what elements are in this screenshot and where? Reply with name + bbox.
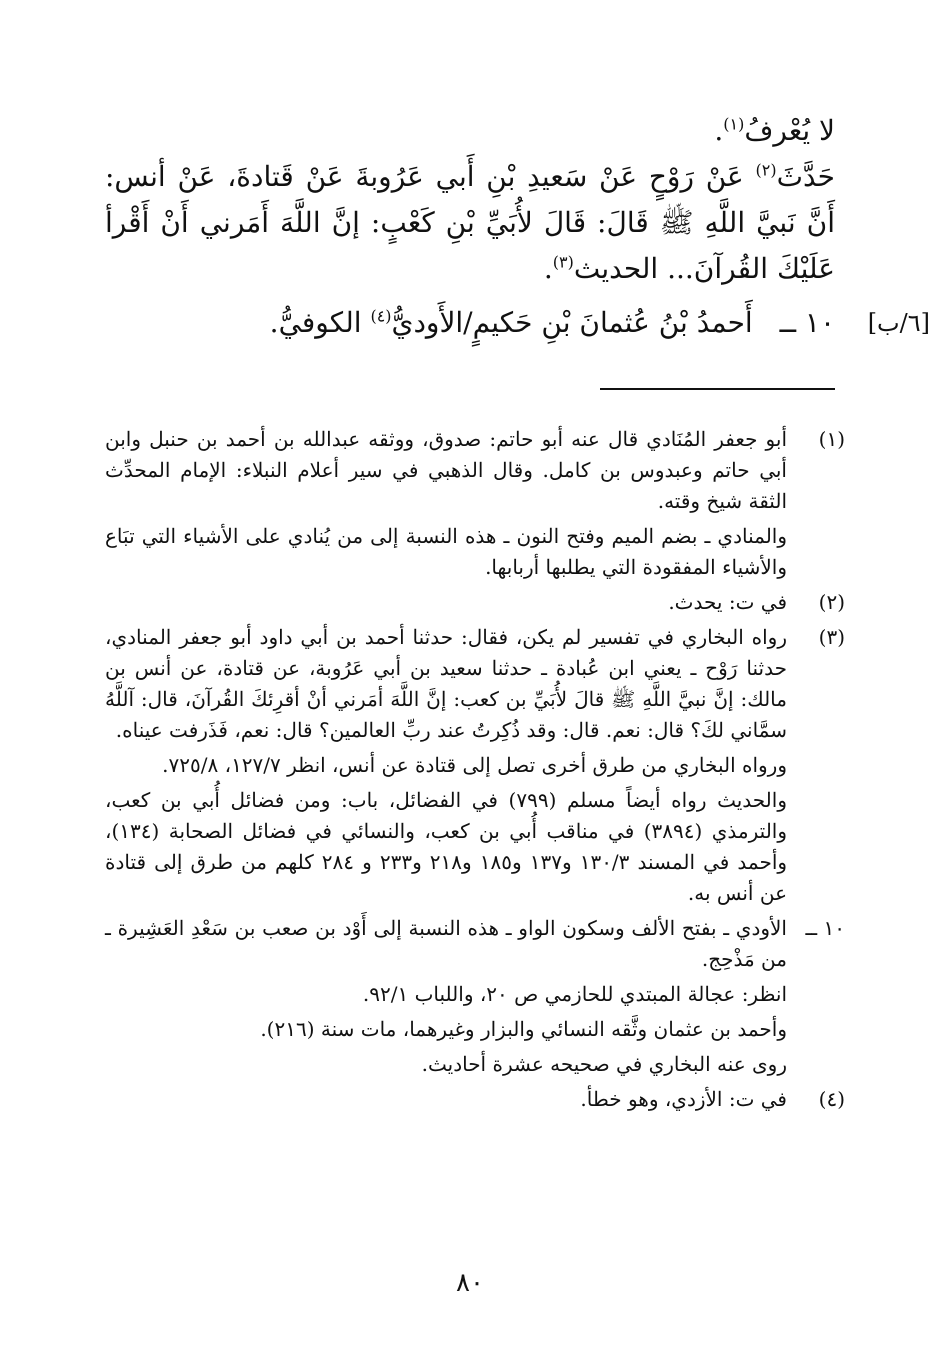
main-paragraph-2-body: عَنْ رَوْحٍ عَنْ سَعيدِ بْنِ أَبي عَرُوبةَ عَنْ قَتادةَ، عَنْ أنس: أَنَّ نَبيَّ اللَّهِ ﷺ قَالَ: قَالَ لأُبَيِّ بْنِ كَعْبٍ: إنَّ اللَّهَ أَمَرني أَنْ أَقْرأ عَلَيْكَ القُرآنَ... الحديث bbox=[105, 160, 835, 285]
footnote-ref-3: (٣) bbox=[552, 252, 574, 272]
main-paragraph-2 bbox=[105, 154, 835, 292]
footnote-label: (٤) bbox=[818, 1087, 845, 1111]
entry-number: ١٠ ــ bbox=[779, 306, 835, 339]
main-paragraph-2-start: حَدَّثَ bbox=[776, 160, 835, 193]
page-number: ٨٠ bbox=[456, 1268, 484, 1298]
footnote-paragraph: وأحمد بن عثمان وثَّقه النسائي والبزار وغيرهما، مات سنة (٢١٦). bbox=[260, 1017, 787, 1041]
footnote-paragraph: في ت: الأزدي، وهو خطأ. bbox=[580, 1087, 787, 1111]
footnote-paragraph: في ت: يحدث. bbox=[668, 590, 787, 614]
footnote-entry-10 bbox=[105, 913, 845, 1080]
footnote-2 bbox=[105, 587, 845, 618]
footnote-3 bbox=[105, 622, 845, 909]
footnote-ref-4: (٤) bbox=[370, 306, 392, 326]
footnotes bbox=[105, 424, 845, 1119]
entry-name: أَحمدُ بْنُ عُثمانَ بْنِ حَكيمٍ/الأَوديُّ bbox=[391, 306, 753, 339]
footnote-ref-2: (٢) bbox=[755, 160, 777, 180]
main-paragraph-2-end: . bbox=[543, 252, 553, 285]
footnote-separator bbox=[600, 388, 835, 390]
main-line-1 bbox=[105, 108, 835, 154]
biography-entry bbox=[105, 300, 930, 346]
footnote-4 bbox=[105, 1084, 845, 1115]
footnote-label: (١) bbox=[818, 427, 845, 451]
footnote-ref-1: (١) bbox=[723, 114, 745, 134]
footnote-paragraph: أبو جعفر المُنَادي قال عنه أبو حاتم: صدوق، ووثقه عبدالله بن أحمد بن حنبل وابن أبي حاتم وعبدوس بن كامل. وقال الذهبي في سير أعلام النبلاء: الإمام المحدِّث الثقة شيخ وقته. bbox=[105, 427, 787, 513]
footnote-paragraph: انظر: عجالة المبتدي للحازمي ص ٢٠، واللباب ٩٢/١. bbox=[362, 982, 787, 1006]
footnote-paragraph: روى عنه البخاري في صحيحه عشرة أحاديث. bbox=[421, 1052, 787, 1076]
main-line-1-end: . bbox=[714, 114, 724, 147]
main-text bbox=[105, 108, 930, 346]
footnote-paragraph: الأودي ـ بفتح الألف وسكون الواو ـ هذه النسبة إلى أَوْد بن صعب بن سَعْدِ العَشِيرة ـ من مَذْحِج. bbox=[105, 916, 787, 971]
manuscript-folio-ref: [٦/ب] bbox=[867, 309, 930, 337]
footnote-label: (٣) bbox=[818, 625, 845, 649]
footnote-label: (٢) bbox=[818, 590, 845, 614]
footnote-paragraph: والمنادي ـ بضم الميم وفتح النون ـ هذه النسبة إلى من يُنادي على الأشياء التي تبَاع والأشياء المفقودة التي يطلبها أربابها. bbox=[105, 524, 787, 579]
footnote-paragraph: رواه البخاري في تفسير لم يكن، فقال: حدثنا أحمد بن أبي داود أبو جعفر المنادي، حدثنا رَوْح ـ يعني ابن عُبادة ـ حدثنا سعيد بن أبي عَرُوبة، عن قتادة، عن أنس بن مالك: إنَّ نبيَّ اللَّهِ ﷺ قالَ لأُبَيِّ بن كعب: إنَّ اللَّهَ أمَرني أنْ أقرِئكَ القُرآنَ، قال: آللَّهُ سمَّاني لكَ؟ قال: نعم. قال: وقد ذُكِرتُ عند ربِّ العالمين؟ قال: نعم، فَذَرفت عيناه. bbox=[105, 625, 787, 742]
main-line-1-text: لا يُعْرفُ bbox=[744, 114, 835, 147]
entry-name-end: الكوفيُّ. bbox=[269, 306, 371, 339]
footnote-paragraph: والحديث رواه أيضاً مسلم (٧٩٩) في الفضائل، باب: ومن فضائل أُبي بن كعب، والترمذي (٣٨٩٤) في مناقب أُبي بن كعب، والنسائي في فضائل الصحابة (١٣٤)، وأحمد في المسند ١٣٠/٣ و١٣٧ و١٨٥ و٢١٨ و٢٣٣ و ٢٨٤ كلهم من طرق إلى قتادة عن أنس به. bbox=[105, 788, 788, 905]
footnote-paragraph: ورواه البخاري من طرق أخرى تصل إلى قتادة عن أنس، انظر ١٢٧/٧، ٧٢٥/٨. bbox=[162, 753, 787, 777]
footnote-label: ١٠ ــ bbox=[805, 916, 845, 940]
footnote-1 bbox=[105, 424, 845, 583]
